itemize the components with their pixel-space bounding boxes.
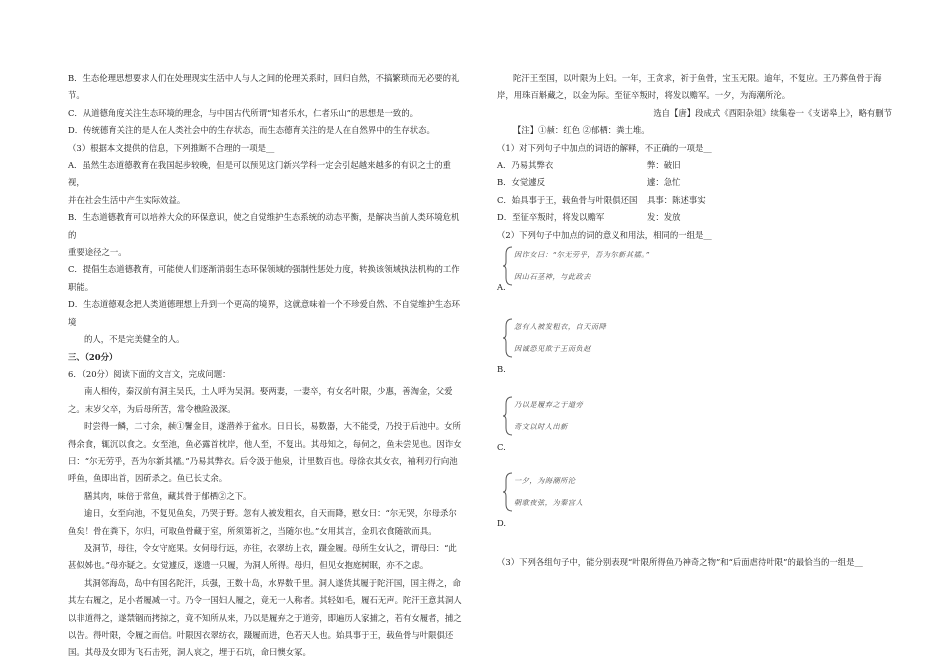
q1-option-sentence: D．至征卒叛时，将发以赡军 — [497, 212, 605, 223]
q2-option-label: D. — [497, 517, 507, 528]
q1-option-d — [497, 209, 892, 226]
q2-option-label: A. — [497, 281, 506, 292]
q1-option-b — [497, 174, 892, 191]
q2-option-d — [497, 470, 892, 530]
q2-option-line1: 忽有人被发粗衣，自天而降 — [514, 322, 607, 331]
q2-option-line2: 因诚恐见欺于王而负赵 — [514, 344, 591, 353]
q3-option-d-line2: 的人，不是完美健全的人。 — [83, 334, 185, 345]
brace-icon — [503, 318, 513, 358]
brace-icon — [503, 472, 513, 512]
q2-option-line2: 朝歌夜弦，为秦宫人 — [514, 498, 584, 507]
question-1: （1）对下列句子中加点的词语的解释，不正确的一项是__ — [497, 142, 712, 153]
q1-option-sentence: A．乃易其弊衣 — [497, 160, 554, 171]
right-column — [497, 70, 892, 571]
passage-paragraph-6: 其洞邻海岛，岛中有国名陀汗，兵强，王数十岛，水界数千里。洞人遂货其履于陀汗国，国主得之，命其左右履之，足小者履减一寸。乃令一国妇人履之，竟无一人称者。其轻如毛，履石无声。陀汗王意其洞人以非道得之，遂禁锢而拷掠之，竟不知所从来，乃以是履弃之于道旁，即遍历人家捕之，若有女履者，捕之以告。得叶限，令履之而信。叶限因衣翠纺衣，蹑履而进，色若天人也。始具事于王，载鱼骨与叶限俱还国。其母及女即为飞石击死，洞人哀之，埋于石坑，命曰懊女冢。 — [68, 577, 462, 658]
q2-option-line1: 乃以是履弃之于道旁 — [514, 400, 584, 409]
passage-paragraph-1: 南人相传，秦汉前有洞主吴氏，土人呼为吴洞。娶两妻，一妻卒，有女名叶限，少惠，善淘金，父爱之。末岁父卒，为后母所苦，常令樵险汲深。 — [68, 386, 453, 414]
q1-option-gloss: 具事：陈述事实 — [647, 194, 706, 205]
q2-option-c — [497, 394, 892, 454]
question-3: （3）根据本文提供的信息，下列推断不合理的一项是__ — [68, 142, 275, 153]
q2-option-line1: 一夕，为海潮所沦 — [514, 476, 576, 485]
brace-icon — [503, 396, 513, 436]
passage-note: 【注】①赪：红色 ②郁栖：粪土堆。 — [512, 125, 650, 136]
q1-option-sentence: B．女觉遽反 — [497, 177, 546, 188]
q1-option-a — [497, 157, 892, 174]
passage-paragraph-5: 及洞节，母往，令女守庭果。女伺母行远，亦往，衣翠纺上衣，蹑金履。母所生女认之，谓母曰：“此甚似姊也。”母亦疑之。女觉遽反，遂遗一只履，为洞人所得。母归，但见女抱庭树眠，亦不之虑。 — [68, 542, 457, 571]
question-2: （2）下列句子中加点的词的意义和用法，相同的一组是__ — [497, 229, 712, 240]
option-b-text: B．生态伦理思想要求人们在处理现实生活中人与人之间的伦理关系时，回归自然，不搞繁琐而无必要的礼节。 — [68, 73, 460, 101]
q2-option-line1: 因诈女曰：“尔无劳乎，吾为尔新其襦。” — [514, 250, 650, 259]
passage-paragraph-2: 时尝得一鳞，二寸余，赪①鬐金目，遂潜养于盆水。日日长，易数器，大不能受，乃投于后池中。女所得余食，辄沉以食之。女至池，鱼必露首枕岸，他人至，不复出。其母知之，每伺之，鱼未尝见也。因诈女曰：“尔无劳乎，吾为尔新其襦。”乃易其弊衣。后令汲于他泉，计里数百也。母徐衣其女衣，袖利刃行向池呼鱼，鱼即出首，因斫杀之。鱼已长丈余。 — [68, 421, 462, 484]
q1-option-c — [497, 192, 892, 209]
question-6: 6．（20分）阅读下面的文言文，完成问题： — [68, 368, 231, 379]
q1-option-sentence: C．始具事于王，载鱼骨与叶限俱还国 — [497, 194, 638, 205]
q3-option-a-line2: 并在社会生活中产生实际效益。 — [68, 194, 186, 205]
section-heading: 三、（20分） — [68, 351, 118, 362]
q2-option-line2: 奇文以时人出新 — [514, 422, 568, 431]
q3-option-c: C．提倡生态道德教育，可能使人们逐渐消弱生态环保领域的强制性惩处力度，转换该领域执法机构的工作职能。 — [68, 264, 460, 292]
q2-option-a — [497, 244, 892, 300]
q2-option-line2: 因山石茎神，与此政去 — [514, 272, 591, 281]
q3-option-b-line2: 重要途径之一。 — [68, 247, 127, 258]
q2-option-label: B. — [497, 363, 506, 374]
q2-option-b — [497, 316, 892, 376]
left-column — [68, 70, 465, 662]
option-c-text: C．从道德角度关注生态环境的理念，与中国古代所谓“知者乐水，仁者乐山”的思想是一致的。 — [68, 107, 418, 118]
passage-paragraph-7: 陀汗王至国，以叶限为上妇。一年，王贪求，祈于鱼骨，宝玉无限。逾年，不复应。王乃葬鱼骨于海岸，用珠百斛藏之，以金为际。至征卒叛时，将发以赡军。一夕，为海潮所沦。 — [497, 73, 882, 101]
q3-option-d-line1: D．生态道德观念把人类道德理想上升到一个更高的境界，这就意味着一个不珍爱自然、不自觉维护生态环境 — [68, 299, 460, 327]
q1-option-gloss: 弊：破旧 — [647, 160, 681, 171]
q1-option-gloss: 遽：急忙 — [647, 177, 681, 188]
option-d-text: D．传统德育关注的是人在人类社会中的生存状态，而生态德育关注的是人在自然界中的生存状态。 — [68, 125, 435, 136]
passage-paragraph-3: 膳其肉，味倍于常鱼，藏其骨于郁栖②之下。 — [83, 490, 252, 501]
q2-option-label: C. — [497, 441, 506, 452]
q3-option-b-line1: B．生态道德教育可以培养大众的环保意识，使之自觉维护生态系统的动态平衡，是解决当前人类环境危机的 — [68, 212, 460, 240]
q3-option-a-line1: A．虽然生态道德教育在我国起步较晚，但是可以预见这门新兴学科一定会引起越来越多的有识之士的重视， — [68, 160, 451, 188]
question-3-right: （3）下列各组句子中，能分别表现“叶限所得鱼乃神奇之物”和“后面虐待叶限”的最恰当的一组是__ — [497, 557, 863, 567]
q1-option-gloss: 发：发放 — [647, 212, 681, 223]
passage-source: 选自【唐】段成式《酉阳杂俎》续集卷一《支诺皋上》，略有删节 — [653, 107, 892, 118]
passage-paragraph-4: 逾日，女至向池，不复见鱼矣，乃哭于野。忽有人被发粗衣，自天而降，慰女曰：“尔无哭，尔母杀尔鱼矣！骨在粪下，尔归，可取鱼骨藏于室，所须第祈之，当随尔也。”女用其言，金玑衣食随欲而具。 — [68, 508, 457, 536]
